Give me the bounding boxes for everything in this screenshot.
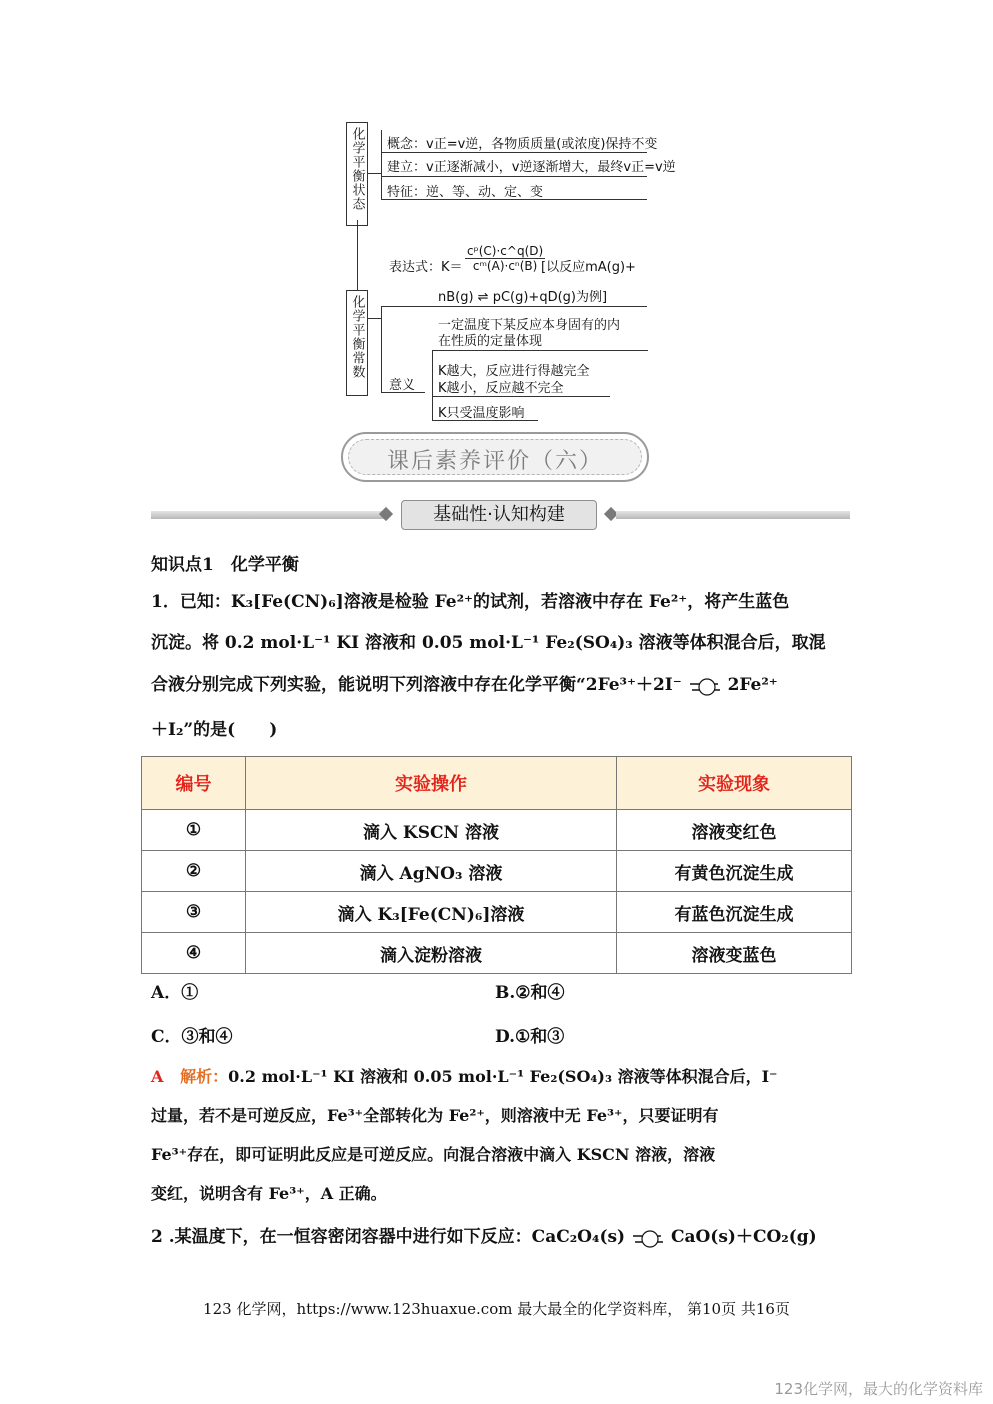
subbanner — [401, 500, 597, 530]
mindmap-expr-fraction: cᵖ(C)·c^q(D) cᵐ(A)·cⁿ(B) — [467, 244, 544, 273]
analysis-line2: 过量，若不是可逆反应，Fe³⁺全部转化为 Fe²⁺，则溶液中无 Fe³⁺，只要证明有 — [151, 1106, 719, 1125]
mindmap-expression-tail: [以反应mA(g)+ — [541, 260, 636, 275]
mindmap-expression-label: 表达式：K＝ — [389, 260, 463, 275]
mindmap-section1-title: 化学平衡状态 — [346, 122, 368, 226]
mindmap-meaning-intro-2: 在性质的定量体现 — [438, 334, 543, 349]
analysis-line3: Fe³⁺存在，即可证明此反应是可逆反应。向混合溶液中滴入 KSCN 溶液，溶液 — [151, 1145, 716, 1164]
table-cell: 滴入淀粉溶液 — [246, 933, 617, 974]
page-footer: 123 化学网，https://www.123huaxue.com 最大最全的化学资料库， 第10页 共16页 — [203, 1300, 790, 1318]
watermark: 123化学网，最大的化学资料库 — [774, 1380, 983, 1398]
table-cell: 滴入 KSCN 溶液 — [246, 810, 617, 851]
table-cell: 有黄色沉淀生成 — [617, 851, 852, 892]
table-cell: 滴入 AgNO₃ 溶液 — [246, 851, 617, 892]
question1-line1: 1．已知：K₃[Fe(CN)₆]溶液是检验 Fe²⁺的试剂，若溶液中存在 Fe²⁺，将产生蓝色 — [151, 592, 790, 612]
banner-title: 课后素养评价（六） — [386, 449, 603, 474]
table-cell: 有蓝色沉淀生成 — [617, 892, 852, 933]
mindmap-concept: 概念：v正=v逆，各物质质量(或浓度)保持不变 — [387, 137, 658, 152]
experiment-table — [141, 756, 852, 974]
table-cell: ② — [142, 851, 246, 892]
table-row — [142, 810, 852, 851]
mindmap-meaning-label: 意义 — [389, 378, 416, 393]
section-banner — [341, 432, 649, 482]
subbanner-rule-left — [151, 511, 384, 519]
table-cell: ① — [142, 810, 246, 851]
mindmap-features: 特征：逆、等、动、定、变 — [387, 185, 544, 200]
table-row — [142, 933, 852, 974]
knowledge-title: 知识点1 化学平衡 — [151, 555, 299, 575]
table-cell: 溶液变红色 — [617, 810, 852, 851]
question1-line4: ＋I₂”的是( ) — [151, 720, 278, 740]
analysis-line1: A 解析：0.2 mol·L⁻¹ KI 溶液和 0.05 mol·L⁻¹ Fe₂(SO₄)₃ 溶液等体积混合后，I⁻ — [151, 1067, 778, 1086]
table-cell: 溶液变蓝色 — [617, 933, 852, 974]
question1-line2: 沉淀。将 0.2 mol·L⁻¹ KI 溶液和 0.05 mol·L⁻¹ Fe₂(SO₄)₃ 溶液等体积混合后，取混 — [151, 633, 826, 653]
table-header-cell: 实验操作 — [246, 757, 617, 810]
table-row — [142, 892, 852, 933]
table-header-row — [142, 757, 852, 810]
table-row — [142, 851, 852, 892]
table-header-cell: 编号 — [142, 757, 246, 810]
equilibrium-arrow-icon — [688, 678, 722, 694]
table-cell: 滴入 K₃[Fe(CN)₆]溶液 — [246, 892, 617, 933]
mindmap-meaning-2: K越小，反应越不完全 — [438, 381, 564, 396]
question1-line3: 合液分别完成下列实验，能说明下列溶液中存在化学平衡“2Fe³⁺＋2I⁻ 2Fe²⁺ — [151, 675, 778, 695]
option-a: A．① — [151, 983, 199, 1003]
option-c: C．③和④ — [151, 1027, 233, 1047]
question2-line1: 2 .某温度下，在一恒容密闭容器中进行如下反应：CaC₂O₄(s) CaO(s)＋CO₂(g) — [151, 1227, 817, 1247]
mindmap-section2-title: 化学平衡常数 — [346, 290, 368, 396]
mindmap-meaning-intro-1: 一定温度下某反应本身固有的内 — [438, 318, 621, 333]
equilibrium-arrow-icon — [631, 1230, 665, 1246]
analysis-label: 解析： — [180, 1067, 229, 1086]
option-b: B.②和④ — [495, 983, 565, 1003]
mindmap-expression-tail2: nB(g) ⇌ pC(g)+qD(g)为例] — [438, 290, 608, 305]
option-d: D.①和③ — [495, 1027, 565, 1047]
mindmap-meaning-3: K只受温度影响 — [438, 406, 525, 421]
table-header-cell: 实验现象 — [617, 757, 852, 810]
analysis-answer: A — [151, 1067, 164, 1086]
analysis-line4: 变红，说明含有 Fe³⁺，A 正确。 — [151, 1184, 387, 1203]
subbanner-title: 基础性·认知构建 — [433, 504, 565, 525]
subbanner-rule-right — [616, 511, 850, 519]
table-cell: ④ — [142, 933, 246, 974]
table-cell: ③ — [142, 892, 246, 933]
mindmap-establish: 建立：v正逐渐减小，v逆逐渐增大，最终v正=v逆 — [387, 160, 676, 175]
mindmap-meaning-1: K越大，反应进行得越完全 — [438, 364, 590, 379]
